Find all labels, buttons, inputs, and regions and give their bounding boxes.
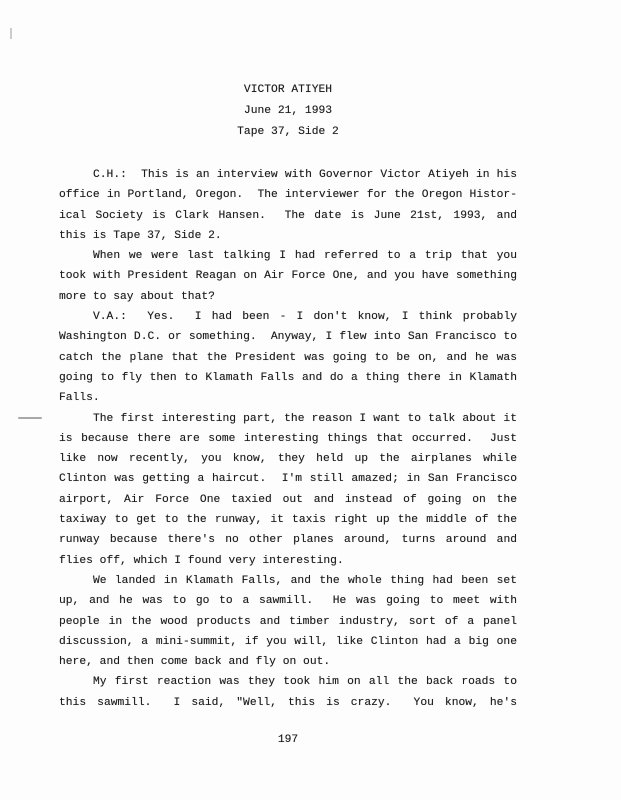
margin-pencil-mark (18, 417, 42, 419)
transcript-line: flies off, which I found very interesting. (59, 554, 344, 567)
document-tape-label: Tape 37, Side 2 (237, 126, 339, 138)
transcript-line: more to say about that? (59, 290, 215, 303)
scan-artifact-mark (10, 28, 12, 39)
transcript-line: this sawmill. I said, "Well, this is crazy. You know, he's (59, 696, 517, 709)
transcript-line: The first interesting part, the reason I want to talk about it (93, 412, 517, 425)
transcript-line: Falls. (59, 392, 100, 405)
transcript-line: took with President Reagan on Air Force One, and you have something (59, 270, 517, 283)
transcript-line: ical Society is Clark Hansen. The date is June 21st, 1993, and (59, 209, 517, 222)
transcript-line: When we were last talking I had referred to a trip that you (93, 250, 517, 263)
transcript-line: up, and he was to go to a sawmill. He was going to meet with (59, 595, 517, 608)
transcript-line: We landed in Klamath Falls, and the whole thing had been set (93, 574, 517, 587)
page-number: 197 (277, 734, 299, 746)
transcript-line: here, and then come back and fly on out. (59, 656, 331, 669)
transcript-line: is because there are some interesting things that occurred. Just (59, 432, 517, 445)
transcript-line: Clinton was getting a haircut. I'm still amazed; in San Francisco (59, 473, 517, 486)
transcript-line: people in the wood products and timber industry, sort of a panel (59, 615, 517, 628)
transcript-body (59, 165, 517, 713)
transcript-line: taxiway to get to the runway, it taxis right up the middle of the (59, 514, 517, 527)
transcript-line: Washington D.C. or something. Anyway, I flew into San Francisco to (59, 331, 517, 344)
transcript-line: My first reaction was they took him on all the back roads to (93, 676, 517, 689)
document-title: VICTOR ATIYEH (243, 84, 333, 96)
transcript-line: going to fly then to Klamath Falls and do a thing there in Klamath (59, 371, 517, 384)
transcript-line: this is Tape 37, Side 2. (59, 229, 222, 242)
transcript-line: airport, Air Force One taxied out and instead of going on the (59, 493, 517, 506)
transcript-line: office in Portland, Oregon. The interviewer for the Oregon Histor- (59, 189, 517, 202)
transcript-line: like now recently, you know, they held up the airplanes while (59, 453, 517, 466)
document-header (59, 80, 517, 143)
transcript-line: C.H.: This is an interview with Governor Victor Atiyeh in his (93, 169, 517, 181)
transcript-line: runway because there's no other planes around, turns around and (59, 534, 517, 547)
transcript-line: discussion, a mini-summit, if you will, like Clinton had a big one (59, 635, 517, 648)
transcript-line: V.A.: Yes. I had been - I don't know, I think probably (93, 311, 517, 324)
document-date: June 21, 1993 (243, 105, 333, 117)
document-footer (59, 730, 517, 750)
transcript-line: catch the plane that the President was going to be on, and he was (59, 351, 517, 364)
